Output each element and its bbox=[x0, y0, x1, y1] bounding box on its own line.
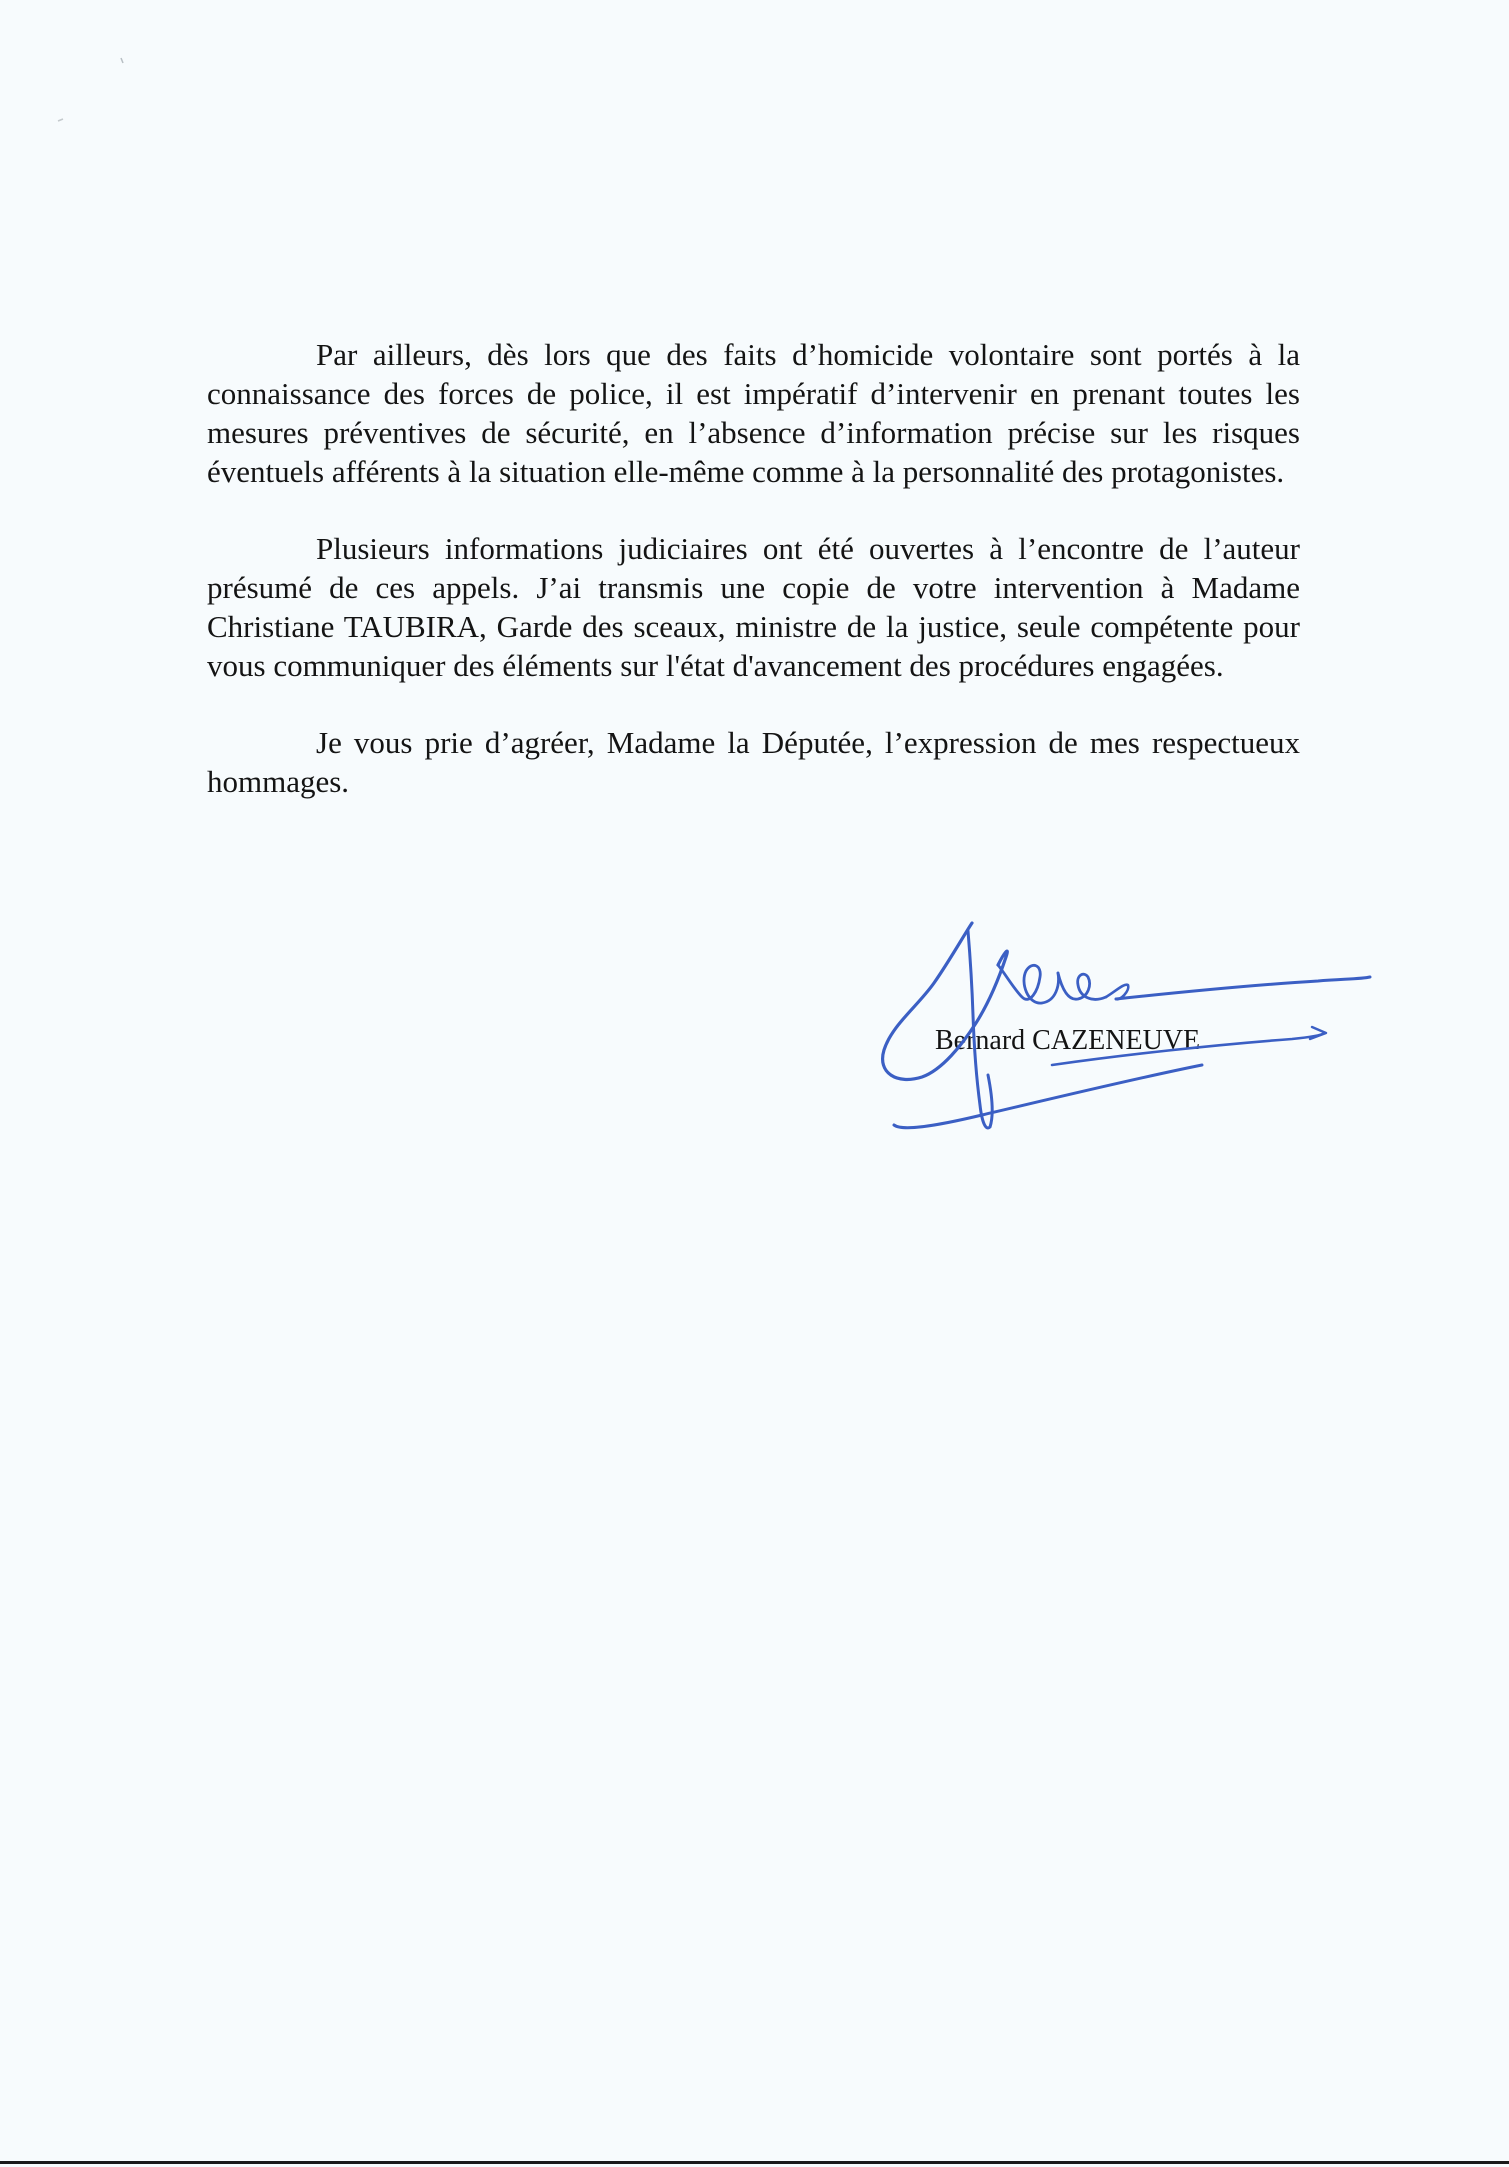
signature-block bbox=[872, 905, 1392, 1145]
paragraph-security: Par ailleurs, dès lors que des faits d’homicide volontaire sont portés à la connaissance des forces de police, il est impératif d’intervenir en prenant toutes les mesures préventives de sécurité, en l’absence d’information précise sur les risques éventuels afférents à la situation elle-même comme à la personnalité des protagonistes. bbox=[207, 337, 1300, 489]
letter-body bbox=[207, 335, 1300, 839]
paragraph-closing: Je vous prie d’agréer, Madame la Députée, l’expression de mes respectueux hommages. bbox=[207, 725, 1300, 799]
handwritten-signature bbox=[872, 905, 1392, 1145]
bottom-border bbox=[0, 2161, 1509, 2164]
scan-specks bbox=[0, 0, 200, 160]
paragraph-judicial: Plusieurs informations judiciaires ont été ouvertes à l’encontre de l’auteur présumé de ces appels. J’ai transmis une copie de votre intervention à Madame Christiane TAUBIRA, Garde des sceaux, ministre de la justice, seule compétente pour vous communiquer des éléments sur l'état d'avancement des procédures engagées. bbox=[207, 531, 1300, 683]
signer-name: Bernard CAZENEUVE bbox=[935, 1025, 1201, 1056]
